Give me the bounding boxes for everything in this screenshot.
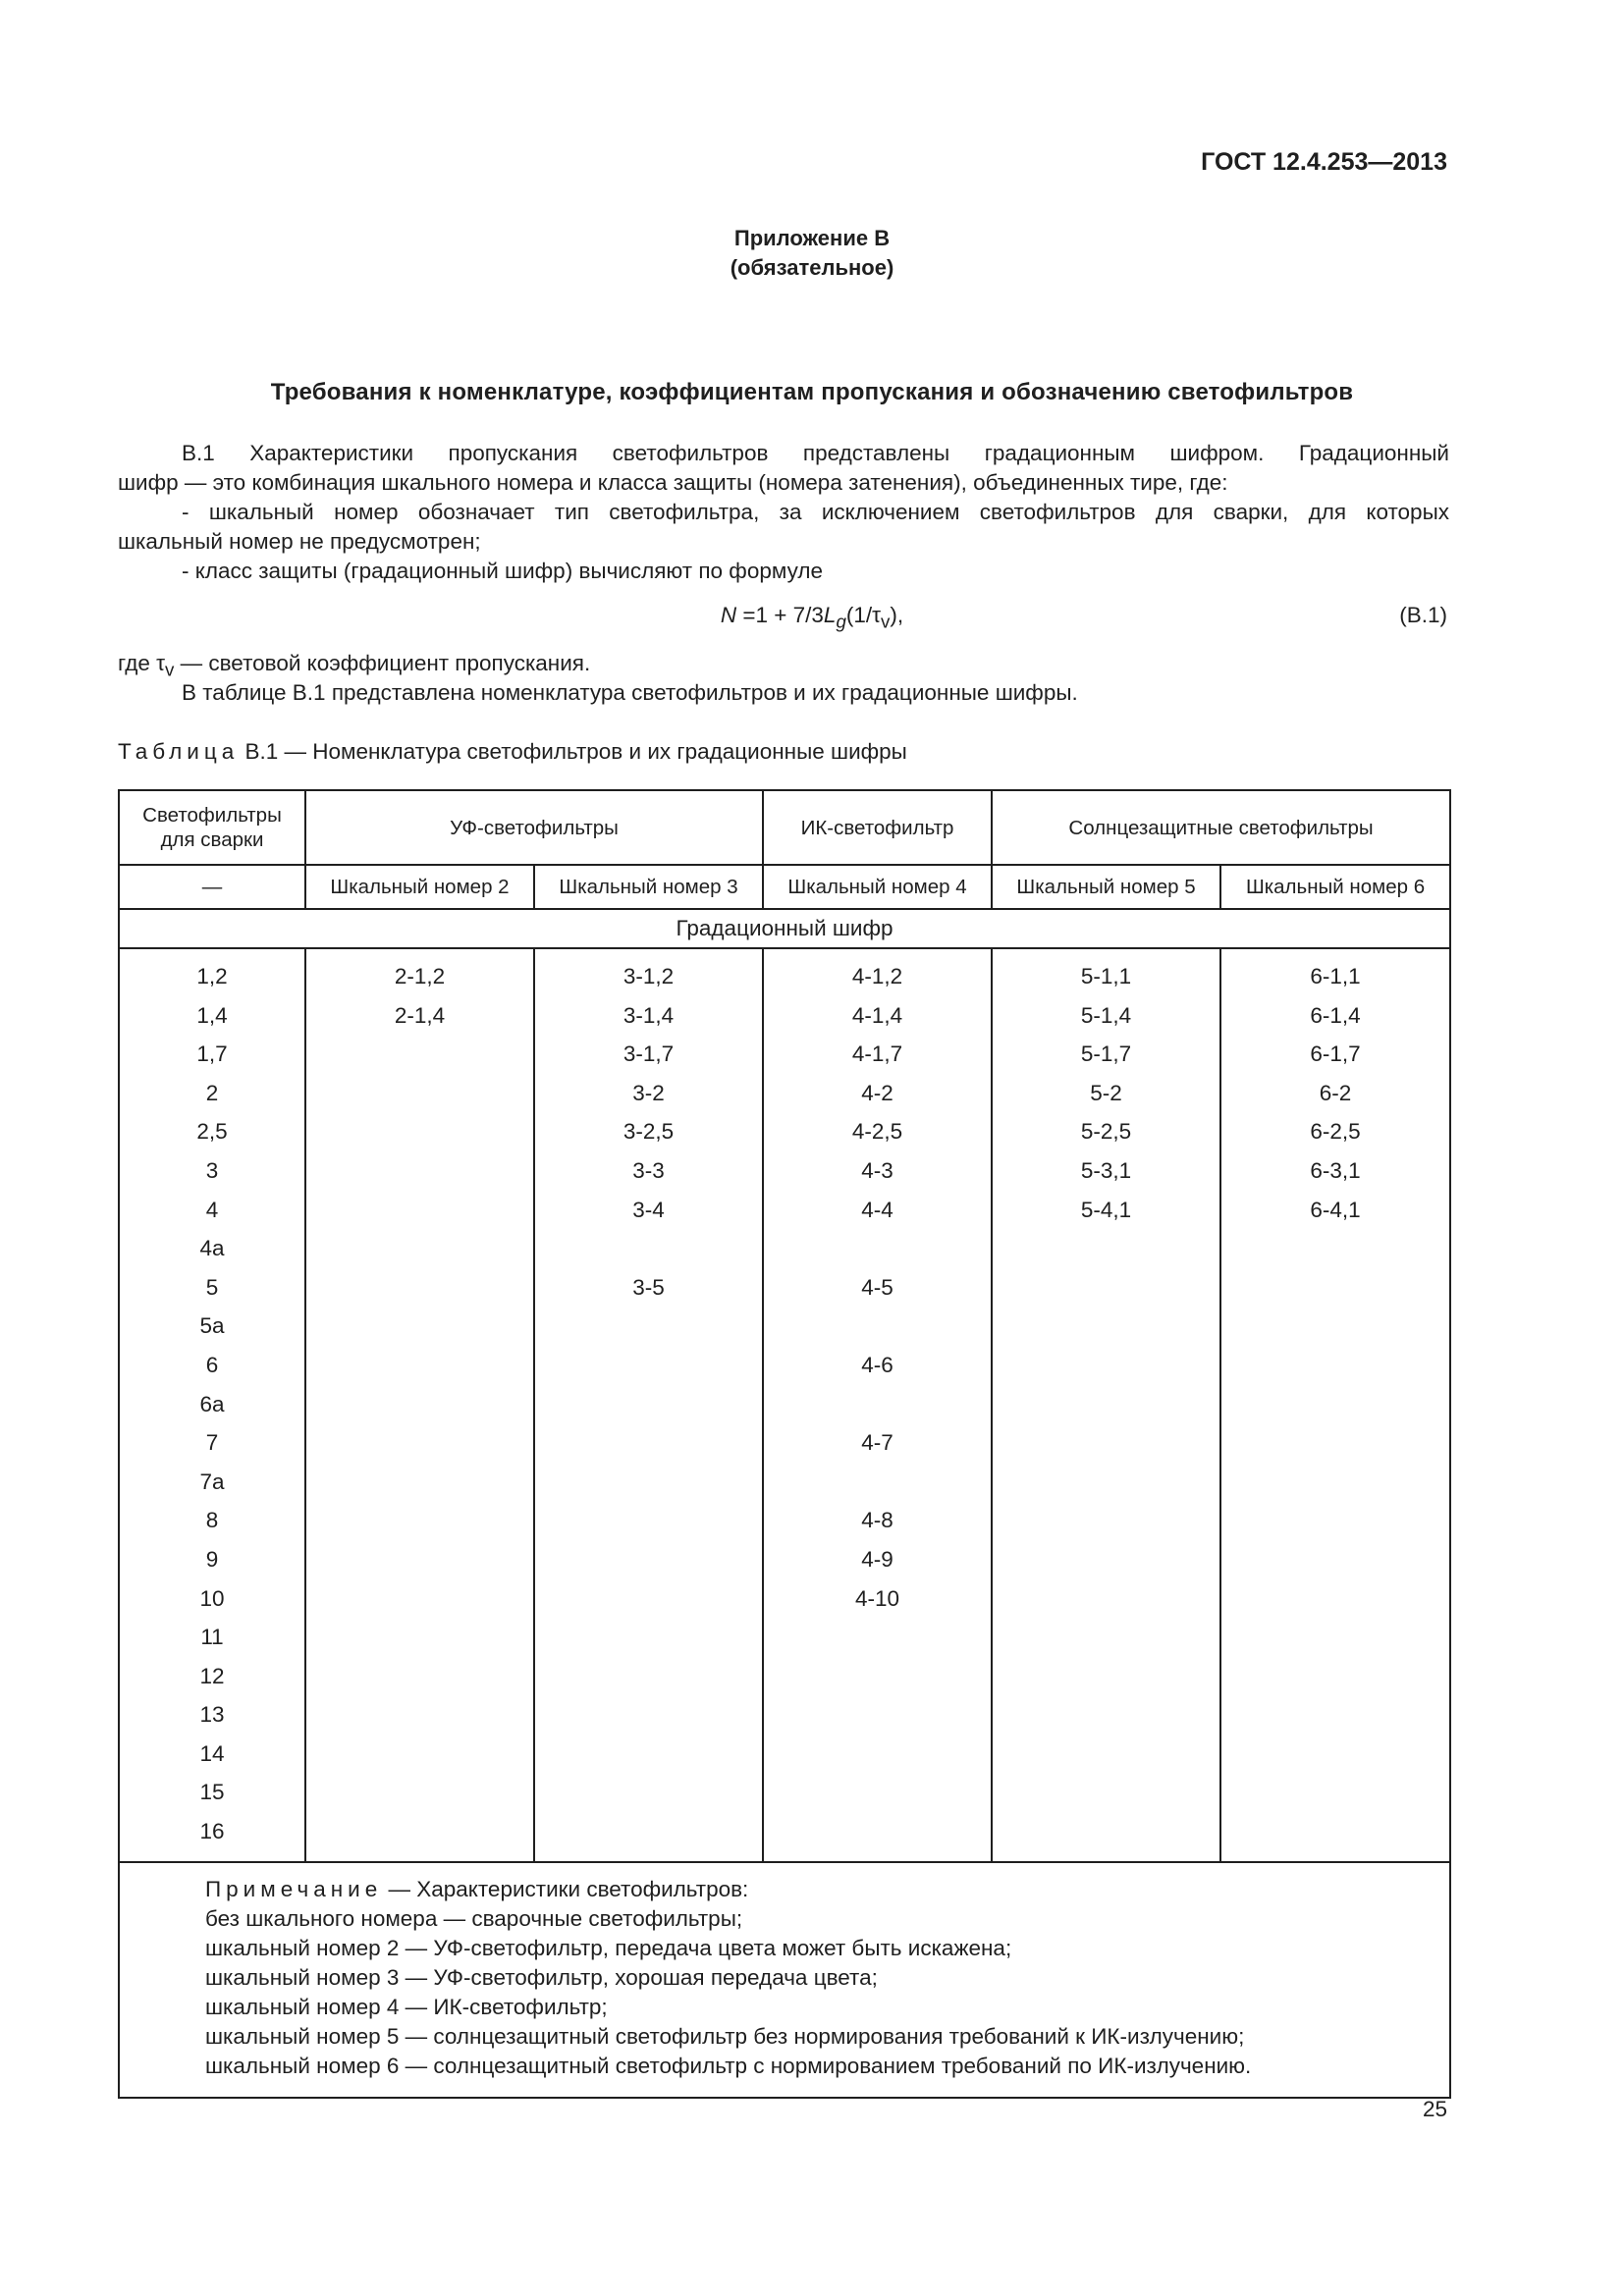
table-cell: 4-4 (861, 1197, 893, 1222)
note-line: шкальный номер 6 — солнцезащитный светофильтр с нормированием требований по ИК-излучению. (205, 2053, 1252, 2078)
table-cell (764, 1695, 991, 1735)
table-cell (993, 1735, 1219, 1774)
table-cell: 3-5 (632, 1274, 665, 1300)
table-cell (993, 1346, 1219, 1385)
table-cell: 3 (205, 1157, 219, 1183)
table-cell (1221, 1268, 1449, 1308)
table-cell: 5a (199, 1313, 225, 1339)
where-clause: где $\tau_v$ — световой коэффициент пропускания. (118, 651, 591, 680)
table-cell (306, 1540, 533, 1579)
table-cell (535, 1463, 762, 1502)
table-cell: 2,5 (196, 1119, 228, 1145)
table-cell (306, 1346, 533, 1385)
table-cell (1221, 1540, 1449, 1579)
table-cell: 4-2 (861, 1080, 893, 1105)
subheader-scale-5: Шкальный номер 5 (992, 865, 1220, 909)
section-title: Требования к номенклатуре, коэффициентам пропускания и обозначению светофильтров (270, 379, 1354, 405)
table-cell (306, 1191, 533, 1230)
table-cell (535, 1618, 762, 1657)
table-cell: 5-1,4 (1080, 1002, 1132, 1028)
table-cell (535, 1773, 762, 1812)
subheader-scale-4: Шкальный номер 4 (763, 865, 992, 909)
table-cell: 5-4,1 (1080, 1197, 1132, 1222)
table-cell: 4 (205, 1197, 219, 1222)
table-cell (764, 1735, 991, 1774)
table-cell: 3-4 (632, 1197, 665, 1222)
table-cell: 3-1,4 (623, 1002, 675, 1028)
document-code: ГОСТ 12.4.253—2013 (1201, 148, 1447, 176)
column-scale-4-codes (763, 948, 992, 1862)
table-cell (1221, 1773, 1449, 1812)
table-cell: 6-2 (1319, 1080, 1352, 1105)
formula-number: (В.1) (1399, 603, 1447, 627)
table-cell (1221, 1695, 1449, 1735)
paragraph-scale-line2: шкальный номер не предусмотрен; (118, 529, 481, 554)
column-scale-6-codes (1220, 948, 1450, 1862)
table-cell (535, 1307, 762, 1346)
table-cell: 3-1,2 (623, 964, 675, 988)
subheader-no-scale: — (119, 865, 305, 909)
table-cell (993, 1812, 1219, 1851)
table-cell (306, 1735, 533, 1774)
table-cell (535, 1657, 762, 1696)
paragraph-b1-line1: В.1 Характеристики пропускания светофильтров представлены градационным шифром. Градационный (182, 441, 1449, 465)
table-cell: 4-1,2 (851, 964, 903, 988)
table-cell: 6a (199, 1391, 225, 1416)
table-cell (535, 1385, 762, 1424)
table-cell (993, 1579, 1219, 1619)
table-cell: 6-4,1 (1310, 1197, 1361, 1222)
table-cell: 15 (199, 1780, 225, 1805)
table-cell: 16 (199, 1819, 225, 1844)
subheader-scale-6: Шкальный номер 6 (1220, 865, 1450, 909)
table-cell (535, 1423, 762, 1463)
table-cell (306, 1423, 533, 1463)
table-cell (993, 1229, 1219, 1268)
table-cell (993, 1268, 1219, 1308)
table-cell: 6-2,5 (1310, 1119, 1361, 1145)
table-cell (993, 1385, 1219, 1424)
table-cell: 4-8 (861, 1508, 893, 1533)
table-cell (306, 1268, 533, 1308)
table-cell: 7a (199, 1468, 225, 1494)
table-cell: 5 (205, 1274, 219, 1300)
table-cell: 10 (199, 1585, 225, 1611)
table-cell (535, 1735, 762, 1774)
table-cell: 3-1,7 (623, 1041, 675, 1067)
table-cell (993, 1307, 1219, 1346)
formula-b1: $N =1 + 7/3L_g(1/\tau_v)$, (720, 603, 904, 632)
table-cell (535, 1346, 762, 1385)
table-cell (306, 1773, 533, 1812)
subheader-scale-2: Шкальный номер 2 (305, 865, 534, 909)
table-cell: 1,7 (196, 1041, 228, 1067)
table-cell (993, 1618, 1219, 1657)
page-number: 25 (1422, 2097, 1447, 2121)
table-cell: 4a (199, 1236, 225, 1261)
note-heading: Примечание — Характеристики светофильтров: (205, 1876, 749, 1901)
table-cell: 5-1,7 (1080, 1041, 1132, 1067)
column-scale-5-codes (992, 948, 1220, 1862)
paragraph-b1-line2: шифр — это комбинация шкального номера и класса защиты (номера затенения), объединенных тире, где: (118, 470, 1228, 495)
table-cell: 4-6 (861, 1352, 893, 1377)
table-cell (306, 1074, 533, 1113)
table-cell (764, 1385, 991, 1424)
table-cell: 9 (205, 1546, 219, 1572)
table-cell (1221, 1346, 1449, 1385)
table-cell: 5-2,5 (1080, 1119, 1132, 1145)
table-cell: 3-2 (632, 1080, 665, 1105)
header-ir-filter: ИК-светофильтр (763, 790, 992, 865)
table-cell: 5-1,1 (1080, 964, 1132, 988)
table-cell (535, 1812, 762, 1851)
table-cell: 4-10 (854, 1585, 900, 1611)
table-cell: 7 (205, 1430, 219, 1456)
table-cell (1221, 1423, 1449, 1463)
table-cell (1221, 1618, 1449, 1657)
table-cell: 6 (205, 1352, 219, 1377)
table-cell (993, 1463, 1219, 1502)
table-cell (306, 1618, 533, 1657)
table-cell (306, 1579, 533, 1619)
note-line: шкальный номер 4 — ИК-светофильтр; (205, 1994, 608, 2019)
table-cell (1221, 1463, 1449, 1502)
note-line: шкальный номер 3 — УФ-светофильтр, хорошая передача цвета; (205, 1964, 878, 1990)
table-cell (306, 1307, 533, 1346)
table-cell (1221, 1385, 1449, 1424)
column-welding-codes (119, 948, 305, 1862)
table-cell: 1,2 (196, 964, 228, 988)
table-note (119, 1862, 1450, 2098)
table-cell (535, 1501, 762, 1540)
table-cell (306, 1229, 533, 1268)
table-cell (1221, 1229, 1449, 1268)
paragraph-protection-class: - класс защиты (градационный шифр) вычисляют по формуле (182, 559, 823, 583)
table-cell (1221, 1501, 1449, 1540)
table-cell (1221, 1307, 1449, 1346)
table-cell: 4-9 (861, 1546, 893, 1572)
subheader-scale-3: Шкальный номер 3 (534, 865, 763, 909)
header-uv-filters: УФ-светофильтры (305, 790, 763, 865)
table-cell (306, 1151, 533, 1191)
paragraph-scale-line1: - шкальный номер обозначает тип светофильтра, за исключением светофильтров для сварки, для которых (182, 500, 1449, 524)
table-cell: 6-1,7 (1310, 1041, 1361, 1067)
column-scale-2-codes (305, 948, 534, 1862)
table-cell: 14 (199, 1740, 225, 1766)
table-cell (1221, 1812, 1449, 1851)
gradation-code-label: Градационный шифр (119, 909, 1450, 948)
appendix-status: (обязательное) (730, 255, 894, 280)
table-cell: 6-1,4 (1310, 1002, 1361, 1028)
table-cell: 5-3,1 (1080, 1157, 1132, 1183)
table-cell (764, 1618, 991, 1657)
table-cell: 5-2 (1090, 1080, 1122, 1105)
note-line: без шкального номера — сварочные светофильтры; (205, 1905, 743, 1931)
table-cell: 8 (205, 1508, 219, 1533)
table-cell: 4-7 (861, 1430, 893, 1456)
table-cell: 2 (205, 1080, 219, 1105)
table-cell (764, 1812, 991, 1851)
table-cell (1221, 1735, 1449, 1774)
table-cell (535, 1229, 762, 1268)
table-cell (1221, 1657, 1449, 1696)
table-cell (535, 1695, 762, 1735)
table-cell (993, 1657, 1219, 1696)
column-scale-3-codes (534, 948, 763, 1862)
table-cell (764, 1307, 991, 1346)
table-cell (764, 1229, 991, 1268)
table-cell (1221, 1579, 1449, 1619)
table-cell: 4-5 (861, 1274, 893, 1300)
table-cell (993, 1423, 1219, 1463)
table-cell (306, 1035, 533, 1074)
note-line: шкальный номер 5 — солнцезащитный светофильтр без нормирования требований к ИК-излучению; (205, 2023, 1245, 2049)
table-cell: 4-1,4 (851, 1002, 903, 1028)
table-cell: 4-1,7 (851, 1041, 903, 1067)
table-cell: 6-3,1 (1310, 1157, 1361, 1183)
table-cell (993, 1540, 1219, 1579)
header-welding-filters: Светофильтры для сварки (119, 790, 305, 865)
filter-nomenclature-table (118, 789, 1451, 2099)
table-cell (993, 1501, 1219, 1540)
table-cell (993, 1773, 1219, 1812)
table-cell (306, 1812, 533, 1851)
table-cell: 11 (200, 1625, 224, 1650)
table-cell (764, 1463, 991, 1502)
table-cell (306, 1501, 533, 1540)
table-cell: 13 (199, 1702, 225, 1728)
table-cell: 2-1,2 (394, 964, 446, 988)
header-sun-filters: Солнцезащитные светофильтры (992, 790, 1450, 865)
table-cell: 6-1,1 (1310, 964, 1361, 988)
table-cell (764, 1657, 991, 1696)
table-cell: 4-2,5 (851, 1119, 903, 1145)
table-cell: 1,4 (196, 1002, 228, 1028)
table-cell (306, 1463, 533, 1502)
paragraph-table-intro: В таблице В.1 представлена номенклатура светофильтров и их градационные шифры. (182, 680, 1078, 705)
table-cell: 3-3 (632, 1157, 665, 1183)
table-cell (993, 1695, 1219, 1735)
table-cell: 12 (199, 1663, 225, 1688)
table-cell (306, 1385, 533, 1424)
table-cell: 2-1,4 (394, 1002, 446, 1028)
table-cell (306, 1112, 533, 1151)
table-cell (764, 1773, 991, 1812)
table-cell (535, 1540, 762, 1579)
table-cell: 3-2,5 (623, 1119, 675, 1145)
table-cell (306, 1695, 533, 1735)
table-caption: Таблица В.1 — Номенклатура светофильтров и их градационные шифры (118, 739, 907, 764)
table-cell: 4-3 (861, 1157, 893, 1183)
appendix-title: Приложение В (733, 226, 891, 250)
note-line: шкальный номер 2 — УФ-светофильтр, передача цвета может быть искажена; (205, 1935, 1012, 1960)
table-cell (535, 1579, 762, 1619)
table-cell (306, 1657, 533, 1696)
